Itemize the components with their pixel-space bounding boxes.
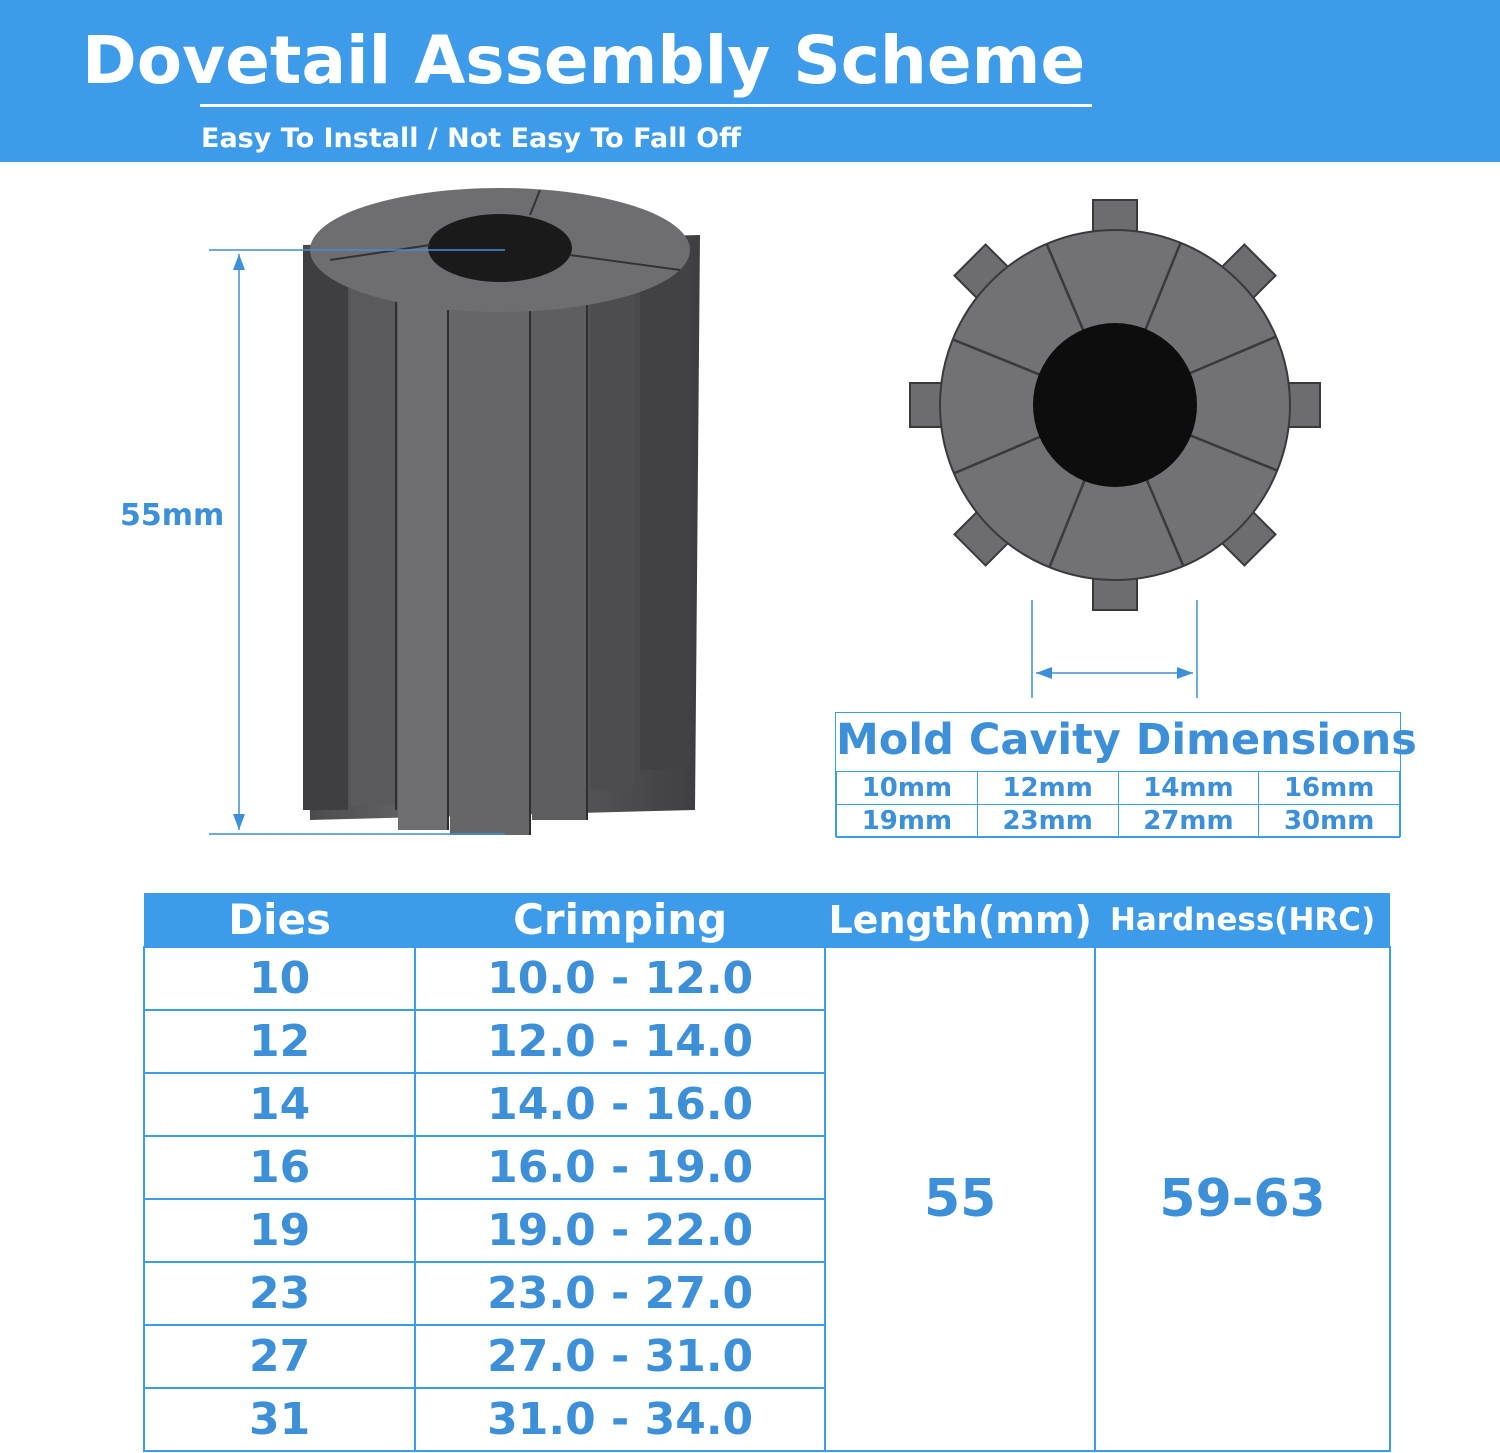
header-banner (0, 0, 1500, 162)
cavity-width-guide (1025, 598, 1205, 700)
cavity-size-cell: 16mm (1259, 772, 1400, 805)
header-dies: Dies (144, 893, 415, 947)
cavity-size-cell: 14mm (1118, 772, 1259, 805)
crimping-cell: 10.0 - 12.0 (415, 947, 825, 1010)
cavity-size-cell: 23mm (977, 805, 1118, 838)
cavity-size-cell: 12mm (977, 772, 1118, 805)
die-top-view-image (900, 190, 1330, 620)
table-row (144, 947, 1390, 1010)
dies-cell: 16 (144, 1136, 415, 1199)
table-row (837, 772, 1400, 805)
mold-cavity-grid (836, 771, 1400, 838)
dies-cell: 23 (144, 1262, 415, 1325)
page-title: Dovetail Assembly Scheme (82, 22, 1086, 99)
page-subtitle: Easy To Install / Not Easy To Fall Off (201, 123, 741, 154)
dies-cell: 12 (144, 1010, 415, 1073)
header-hardness: Hardness(HRC) (1095, 893, 1390, 947)
dies-cell: 31 (144, 1388, 415, 1451)
length-dimension-label: 55mm (120, 498, 225, 533)
crimping-cell: 31.0 - 34.0 (415, 1388, 825, 1451)
length-value: 55 (825, 947, 1095, 1451)
dies-cell: 27 (144, 1325, 415, 1388)
spec-table (143, 893, 1391, 1452)
spec-header-row (144, 893, 1390, 947)
dies-cell: 19 (144, 1199, 415, 1262)
crimping-cell: 16.0 - 19.0 (415, 1136, 825, 1199)
crimping-cell: 23.0 - 27.0 (415, 1262, 825, 1325)
header-length: Length(mm) (825, 893, 1095, 947)
table-row (837, 805, 1400, 838)
header-crimping: Crimping (415, 893, 825, 947)
hardness-value: 59-63 (1095, 947, 1390, 1451)
crimping-cell: 27.0 - 31.0 (415, 1325, 825, 1388)
dies-cell: 10 (144, 947, 415, 1010)
cavity-size-cell: 10mm (837, 772, 978, 805)
crimping-cell: 12.0 - 14.0 (415, 1010, 825, 1073)
dies-cell: 14 (144, 1073, 415, 1136)
cavity-size-cell: 19mm (837, 805, 978, 838)
height-dimension-guide (205, 240, 515, 840)
cavity-size-cell: 27mm (1118, 805, 1259, 838)
crimping-cell: 19.0 - 22.0 (415, 1199, 825, 1262)
mold-cavity-title: Mold Cavity Dimensions (836, 715, 1417, 765)
crimping-cell: 14.0 - 16.0 (415, 1073, 825, 1136)
cavity-size-cell: 30mm (1259, 805, 1400, 838)
title-underline (200, 104, 1092, 107)
mold-cavity-table (835, 712, 1417, 837)
